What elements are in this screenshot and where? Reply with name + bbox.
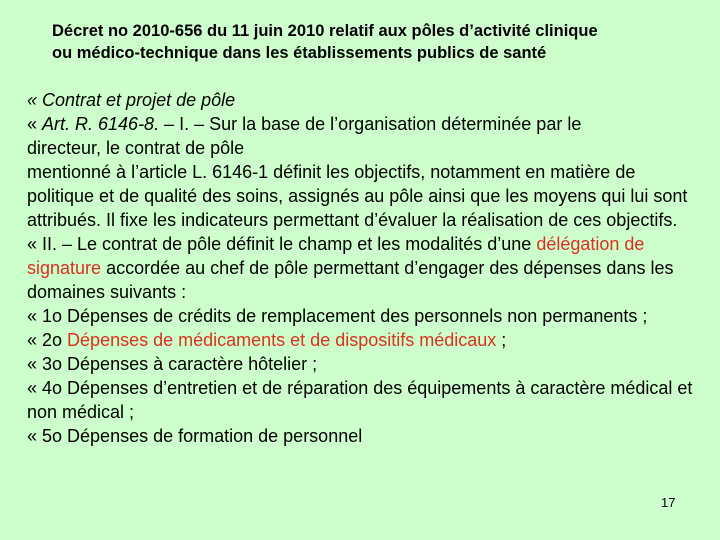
article-intro: – I. – Sur la base de l’organisation déterminée par le [159, 114, 582, 134]
list-item-2-highlight: Dépenses de médicaments et de dispositifs médicaux [67, 330, 497, 350]
section-heading: « Contrat et projet de pôle [27, 90, 236, 110]
paragraph-delegation [27, 232, 697, 304]
paragraph-objectives: mentionné à l’article L. 6146-1 définit les objectifs, notamment en matière de politique et de qualité des soins, assignés au pôle ainsi que les moyens qui lui sont attribués. Il fixe les indicateurs permettant d’évaluer la réalisation de ces objectifs. [27, 162, 688, 230]
article-header [27, 112, 697, 136]
article-intro-continued: directeur, le contrat de pôle [27, 138, 245, 158]
list-item-2-end: ; [496, 330, 507, 350]
page-number: 17 [661, 495, 676, 510]
delegation-text-before: « II. – Le contrat de pôle définit le champ et les modalités d’une [27, 234, 537, 254]
slide-title [52, 20, 692, 64]
title-line-2: ou médico-technique dans les établissements publics de santé [52, 44, 547, 62]
article-reference: Art. R. 6146-8. [42, 114, 160, 134]
list-item-2 [27, 328, 697, 352]
title-line-1: Décret no 2010-656 du 11 juin 2010 relatif aux pôles d’activité clinique [52, 22, 598, 40]
list-item-1: « 1o Dépenses de crédits de remplacement des personnels non permanents ; [27, 306, 648, 326]
decree-text [27, 88, 697, 448]
list-item-2-number: « 2o [27, 330, 68, 350]
list-item-3: « 3o Dépenses à caractère hôtelier ; [27, 354, 318, 374]
delegation-highlight: délégation de signature [27, 234, 645, 278]
list-item-4: « 4o Dépenses d’entretien et de réparation des équipements à caractère médical et non médical ; [27, 378, 693, 422]
list-item-5: « 5o Dépenses de formation de personnel [27, 426, 363, 446]
quote-mark: « [27, 114, 43, 134]
delegation-text-after: accordée au chef de pôle permettant d’engager des dépenses dans les domaines suivants : [27, 258, 674, 302]
